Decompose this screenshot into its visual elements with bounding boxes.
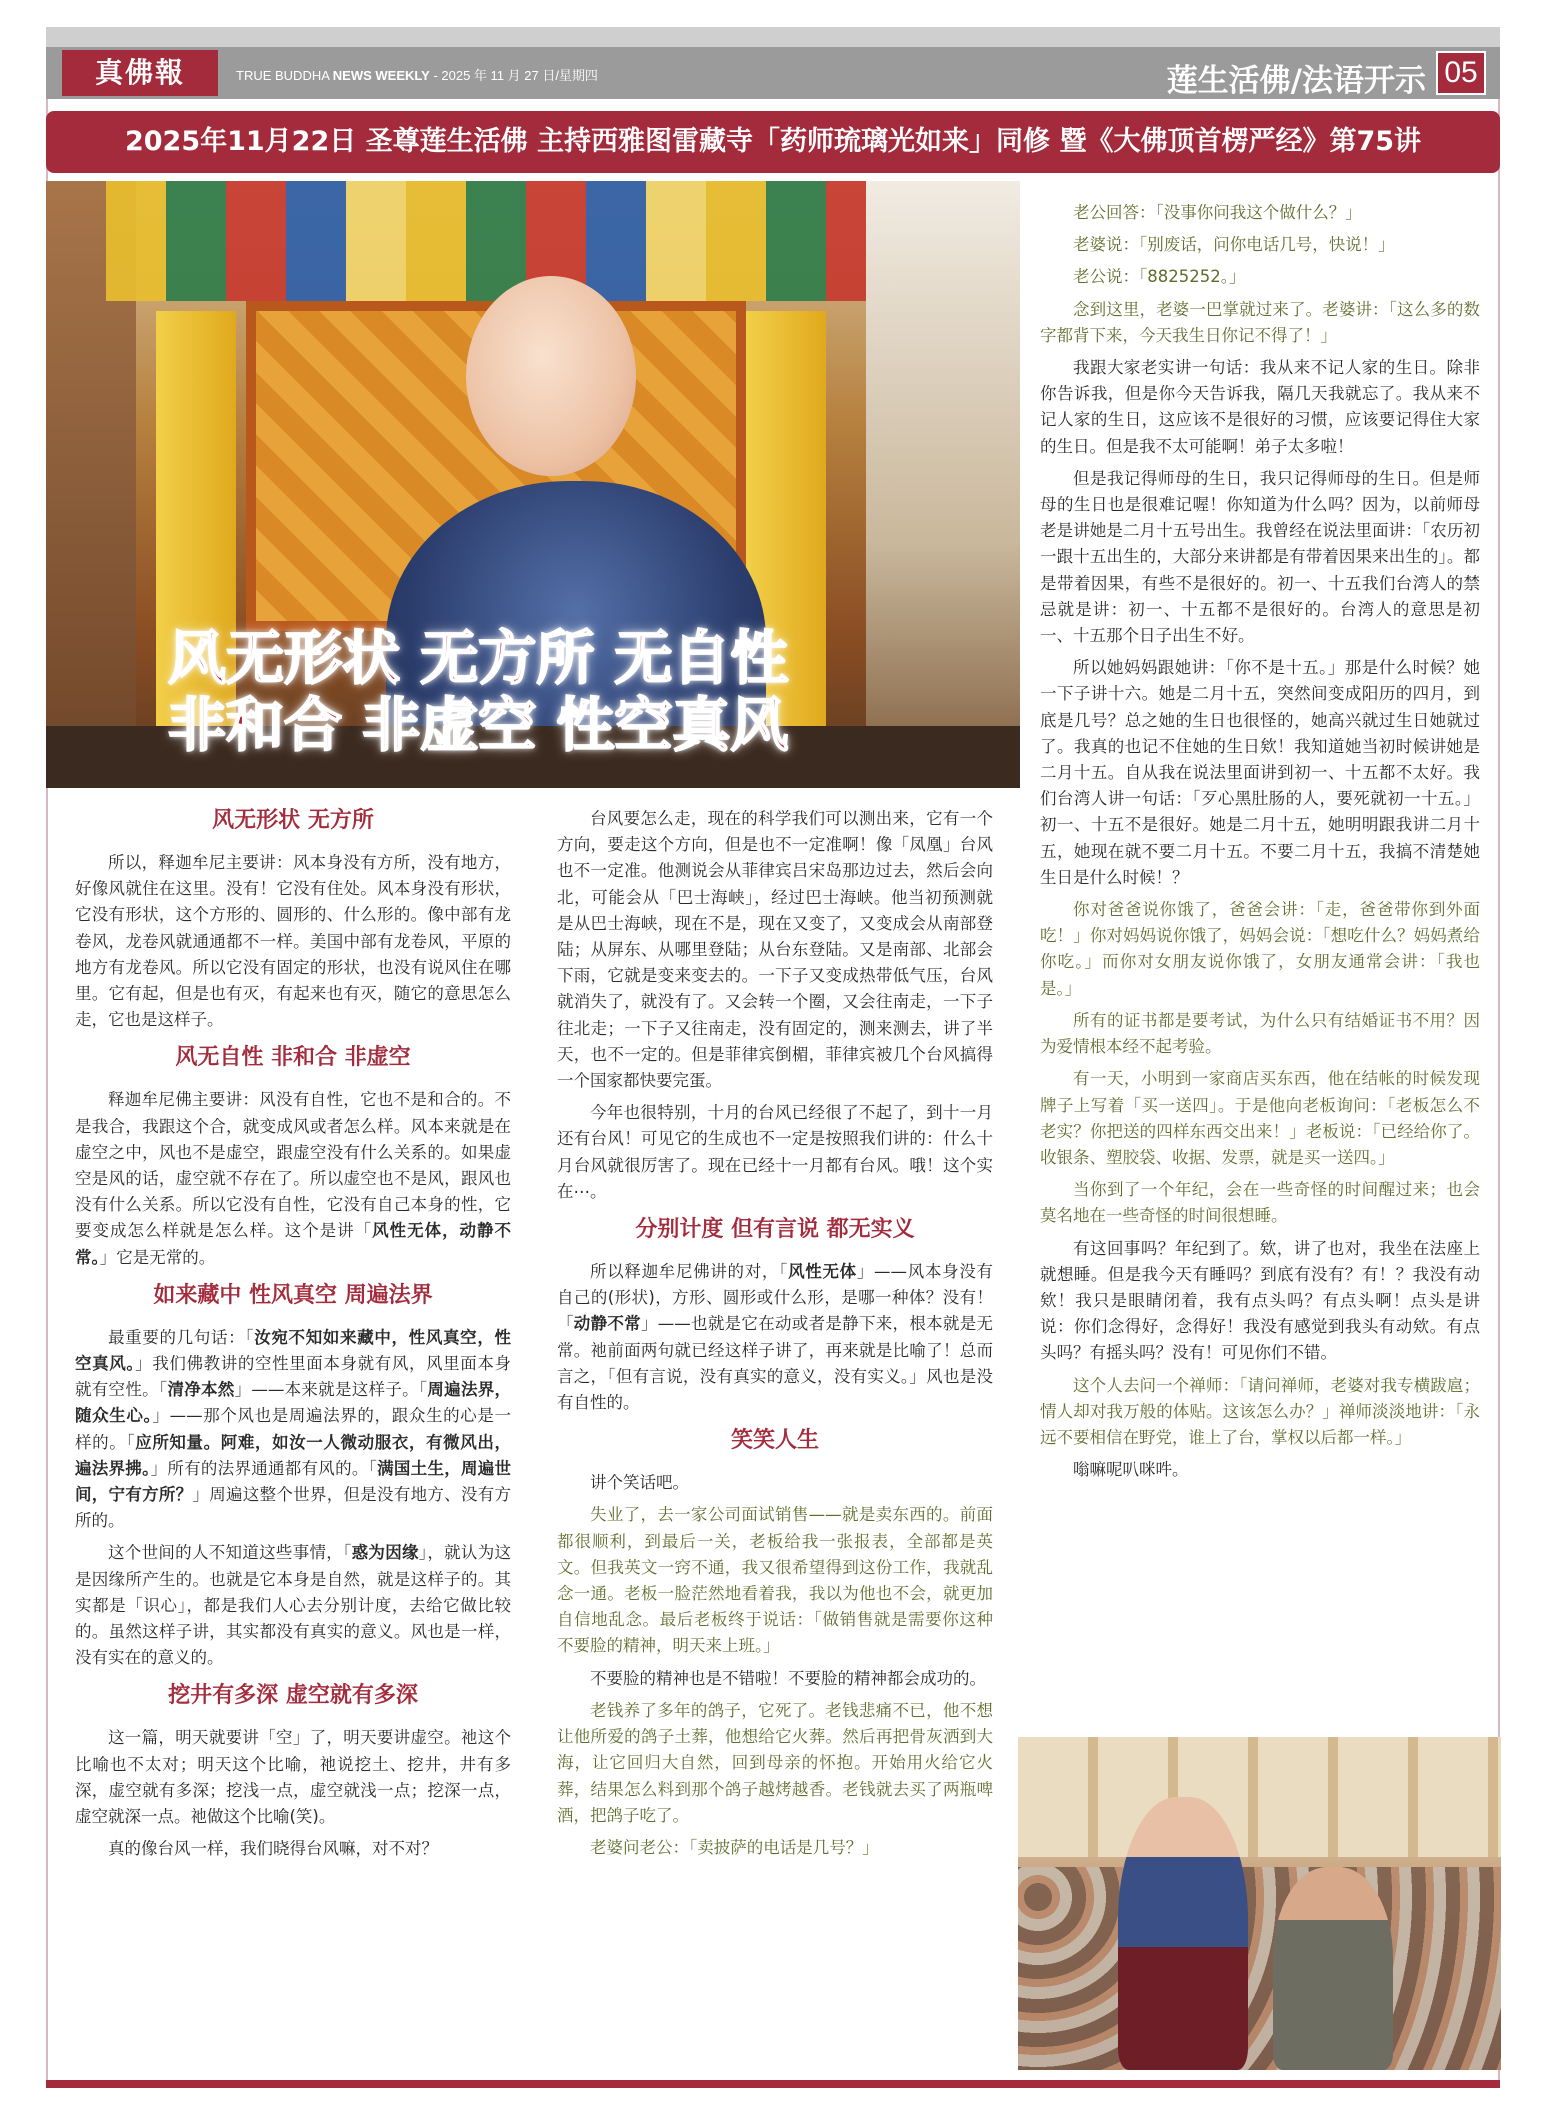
mantra: 嗡嘛呢叭咪吽。 bbox=[1073, 1460, 1189, 1480]
masthead bbox=[46, 47, 1500, 99]
scripture-quote: 满国土生，周遍世间，宁有方所？ bbox=[75, 1458, 512, 1505]
article-headline: 2025年11月22日 圣尊莲生活佛 主持西雅图雷藏寺「药师琉璃光如来」同修 暨《大佛顶首楞严经》第75讲 bbox=[46, 111, 1500, 173]
joke-paragraph: 老婆说：「别废话，问你电话几号，快说！」 bbox=[1073, 235, 1395, 255]
masthead-top-bar bbox=[46, 27, 1500, 47]
joke-paragraph: 你对爸爸说你饿了，爸爸会讲：「走，爸爸带你到外面吃！」你对妈妈说你饿了，妈妈会说：「想吃什么？妈妈煮给你吃。」而你对女朋友说你饿了，女朋友通常会讲：「我也是。」 bbox=[1040, 900, 1480, 998]
text: 最重要的几句话：「 bbox=[108, 1327, 255, 1347]
text: 」——风本身没有自己的(形状)，方形、圆形或什么形，是哪一种体？没有！「 bbox=[557, 1262, 994, 1334]
photo-caption-line-1: 风无形状 无方所 无自性 bbox=[168, 624, 789, 692]
paragraph: 真的像台风一样，我们晓得台风嘛，对不对？ bbox=[108, 1839, 438, 1859]
scripture-quote: 清净本然 bbox=[167, 1380, 235, 1400]
joke-paragraph: 当你到了一个年纪，会在一些奇怪的时间醒过来；也会莫名地在一些奇怪的时间很想睡。 bbox=[1040, 1180, 1480, 1226]
joke-paragraph: 老公回答：「没事你问我这个做什么？」 bbox=[1073, 203, 1362, 222]
paragraph bbox=[75, 1540, 511, 1671]
bottom-border bbox=[46, 2080, 1500, 2088]
newspaper-logo[interactable]: 真佛報 bbox=[62, 50, 218, 96]
ceremony-photo bbox=[1018, 1737, 1501, 2070]
photo-right-shelf bbox=[866, 181, 1020, 788]
photo-master-blessing bbox=[1118, 1797, 1248, 2070]
scripture-quote: 应所知量。阿难，如汝一人微动服衣，有微风出，遍法界拂。 bbox=[75, 1432, 512, 1478]
photo-canopy bbox=[106, 181, 866, 301]
column-2 bbox=[557, 806, 993, 1867]
photo-caption-line-2: 非和合 非虚空 性空真风 bbox=[168, 691, 789, 759]
photo-crowd bbox=[1018, 1867, 1501, 2070]
joke-paragraph: 有一天，小明到一家商店买东西，他在结帐的时候发现牌子上写着「买一送四」。于是他向老板询问：「老板怎么不老实？你把送的四样东西交出来！」老板说：「已经给你了。收银条、塑胶袋、收据、发票，就是买一送四。」 bbox=[1040, 1069, 1480, 1167]
text: 」周遍这整个世界，但是没有地方、没有方所的。 bbox=[75, 1485, 512, 1531]
subtitle-bold: NEWS WEEKLY bbox=[332, 68, 430, 83]
column-3 bbox=[1040, 200, 1480, 1489]
photo-disciple bbox=[1273, 1867, 1393, 2070]
paragraph: 这一篇，明天就要讲「空」了，明天要讲虚空。祂这个比喻也不太对；明天这个比喻，祂说挖土、挖井，井有多深，虚空就有多深；挖浅一点，虚空就浅一点；挖深一点，虚空就深一点。祂做这个比喻(笑)。 bbox=[75, 1728, 511, 1827]
subheading: 风无形状 无方所 bbox=[212, 808, 374, 833]
paragraph: 讲个笑话吧。 bbox=[590, 1473, 689, 1493]
text: 」——那个风也是周遍法界的，跟众生的心是一样的。「 bbox=[75, 1406, 512, 1452]
joke-paragraph: 老婆问老公：「卖披萨的电话是几号？」 bbox=[590, 1837, 879, 1857]
paragraph bbox=[75, 1087, 511, 1270]
paragraph: 台风要怎么走，现在的科学我们可以测出来，它有一个方向，要走这个方向，但是也不一定准啊！像「凤凰」台风也不一定准。他测说会从菲律宾吕宋岛那边过去，然后会向北，可能会从「巴士海峡」，经过巴士海峡。他当初预测就是从巴士海峡，现在不是，现在又变了，又变成会从南部登陆；从屏东、从哪里登陆；从台东登陆。又是南部、北部会下雨，它就是变来变去的。一下子又变成热带低气压，台风就消失了，就没有了。又会转一个圈，又会往南走，一下子往北走；一下子又往南走，没有固定的，测来测去，讲了半天，也不一定的。但是菲律宾倒楣，菲律宾被几个台风搞得一个国家都快要完蛋。 bbox=[557, 809, 993, 1091]
joke-paragraph: 这个人去问一个禅师：「请问禅师，老婆对我专横跋扈；情人却对我万般的体贴。这该怎么办？」禅师淡淡地讲：「永远不要相信在野党，谁上了台，掌权以后都一样。」 bbox=[1040, 1375, 1480, 1447]
text: 释迦牟尼佛主要讲：风没有自性，它也不是和合的。不是我合，我跟这个合，就变成风或者怎么样。风本来就是在虚空之中，风也不是虚空，跟虚空没有什么关系的。如果虚空是风的话，虚空就不存在了。所以虚空也不是风，跟风也没有什么关系。所以它没有自性，它没有自己本身的性，它要变成怎么样就是怎么样。这个是讲「 bbox=[75, 1090, 511, 1241]
paragraph bbox=[75, 1325, 511, 1535]
text: 」——本来就是这样子。「 bbox=[234, 1380, 428, 1400]
photo-temple-wall bbox=[1018, 1737, 1501, 1857]
paragraph: 所以她妈妈跟她讲：「你不是十五。」那是什么时候？她一下子讲十六。她是二月十五，突然间变成阳历的四月，到底是几号？总之她的生日也很怪的，她高兴就过生日她就过了。我真的也记不住她的生日欸！我知道她当初时候讲她是二月十五。自从我在说法里面讲到初一、十五都不太好。我们台湾人讲一句话：「歹心黑肚肠的人，要死就初一十五。」初一、十五不是很好。她是二月十五，她明明跟我讲二月十五，她现在就不要二月十五。不要二月十五，我搞不清楚她生日是什么时候！？ bbox=[1040, 658, 1480, 887]
paragraph: 我跟大家老实讲一句话：我从来不记人家的生日。除非你告诉我，但是你今天告诉我，隔几天我就忘了。我从来不记人家的生日，这应该不是很好的习惯，应该要记得住大家的生日。但是我不太可能啊！弟子太多啦！ bbox=[1040, 358, 1480, 456]
joke-paragraph: 失业了，去一家公司面试销售——就是卖东西的。前面都很顺利，到最后一关，老板给我一张报表，全部都是英文。但我英文一窍不通，我又很希望得到这份工作，我就乱念一通。老板一脸茫然地看着我，我以为他也不会，就更加自信地乱念。最后老板终于说话：「做销售就是需要你这种不要脸的精神，明天来上班。」 bbox=[557, 1505, 993, 1656]
text: 」它是无常的。 bbox=[99, 1247, 216, 1267]
scripture-quote: 惑为因缘 bbox=[351, 1543, 419, 1563]
paragraph: 但是我记得师母的生日，我只记得师母的生日。但是师母的生日也是很难记喔！你知道为什么吗？因为，以前师母老是讲她是二月十五号出生。我曾经在说法里面讲：「农历初一跟十五出生的，大部分来讲都是有带着因果来出生的」。都是带着因果，有些不是很好的。初一、十五我们台湾人的禁忌就是讲：初一、十五都不是很好的。台湾人的意思是初一、十五那个日子出生不好。 bbox=[1040, 468, 1480, 646]
subheading: 挖井有多深 虚空就有多深 bbox=[168, 1683, 418, 1709]
photo-master-head bbox=[466, 276, 636, 476]
text: 」，就认为这是因缘所产生的。也就是它本身是自然，就是这样子的。其实都是「识心」，都是我们人心去分别计度，去给它做比较的。虽然这样子讲，其实都没有真实的意义。风也是一样，没有实在的意义的。 bbox=[75, 1543, 512, 1668]
subheading: 风无自性 非和合 非虚空 bbox=[175, 1045, 411, 1071]
section-title: 莲生活佛/法语开示 bbox=[1166, 63, 1426, 99]
scripture-quote: 风性无体，动静不常。 bbox=[75, 1221, 512, 1267]
joke-paragraph: 念到这里，老婆一巴掌就过来了。老婆讲：「这么多的数字都背下来，今天我生日你记不得了！」 bbox=[1040, 299, 1480, 345]
scripture-quote: 汝宛不知如来藏中，性风真空，性空真风。 bbox=[75, 1327, 512, 1374]
joke-paragraph: 老钱养了多年的鸽子，它死了。老钱悲痛不已，他不想让他所爱的鸽子土葬，他想给它火葬。然后再把骨灰洒到大海，让它回归大自然，回到母亲的怀抱。开始用火给它火葬，结果怎么料到那个鸽子越烤越香。老钱就去买了两瓶啤酒，把鸽子吃了。 bbox=[557, 1700, 993, 1825]
paragraph: 不要脸的精神也是不错啦！不要脸的精神都会成功的。 bbox=[590, 1668, 986, 1688]
scripture-quote: 动静不常 bbox=[573, 1314, 641, 1334]
subtitle-prefix: TRUE BUDDHA bbox=[236, 68, 333, 83]
subtitle-date: - 2025 年 11 月 27 日/星期四 bbox=[429, 68, 598, 83]
text: 这个世间的人不知道这些事情，「 bbox=[108, 1543, 352, 1563]
scripture-quote: 周遍法界，随众生心。 bbox=[75, 1380, 512, 1426]
paragraph: 所以，释迦牟尼主要讲：风本身没有方所，没有地方，好像风就住在这里。没有！它没有住处。风本身没有形状，它没有形状，这个方形的、圆形的、什么形的。像中部有龙卷风，龙卷风就通通都不一样。美国中部有龙卷风，平原的地方有龙卷风。所以它没有固定的形状，也没有说风住在哪里。它有起，但是也有灭，有起来也有灭，随它的意思怎么走，它也是这样子。 bbox=[75, 853, 511, 1030]
joke-paragraph: 所有的证书都是要考试，为什么只有结婚证书不用？因为爱情根本经不起考验。 bbox=[1040, 1010, 1480, 1057]
scripture-quote: 风性无体 bbox=[788, 1262, 857, 1282]
text: 」所有的法界通通都有风的。「 bbox=[150, 1458, 378, 1478]
masthead-subtitle bbox=[236, 65, 598, 84]
paragraph: 今年也很特别，十月的台风已经很了不起了，到十一月还有台风！可见它的生成也不一定是按照我们讲的：什么十月台风就很厉害了。现在已经十一月都有台风。哦！这个实在⋯。 bbox=[557, 1103, 993, 1201]
joke-paragraph: 老公说：「8825252。」 bbox=[1073, 267, 1246, 287]
text: 」——也就是它在动或者是静下来，根本就是无常。祂前面两句就已经这样子讲了，再来就是比喻了！总而言之，「但有言说，没有真实的意义，没有实义。」风也是没有自性的。 bbox=[557, 1314, 994, 1413]
text: 所以释迦牟尼佛讲的对，「 bbox=[590, 1262, 789, 1282]
paragraph bbox=[557, 1259, 993, 1416]
subheading: 分别计度 但有言说 都无实义 bbox=[635, 1217, 915, 1243]
subheading: 如来藏中 性风真空 周遍法界 bbox=[153, 1282, 433, 1308]
text: 」我们佛教讲的空性里面本身就有风，风里面本身就有空性。「 bbox=[75, 1354, 512, 1400]
page-number: 05 bbox=[1436, 51, 1486, 95]
column-1 bbox=[75, 806, 511, 1869]
subheading: 笑笑人生 bbox=[730, 1428, 819, 1454]
paragraph: 有这回事吗？年纪到了。欸，讲了也对，我坐在法座上就想睡。但是我今天有睡吗？到底有没有？有！？我没有动欸！我只是眼睛闭着，我有点头吗？有点头啊！点头是讲说：你们念得好，念得好！我没有感觉到我头有动欸。有点头吗？有摇头吗？没有！可见你们不错。 bbox=[1040, 1238, 1480, 1363]
